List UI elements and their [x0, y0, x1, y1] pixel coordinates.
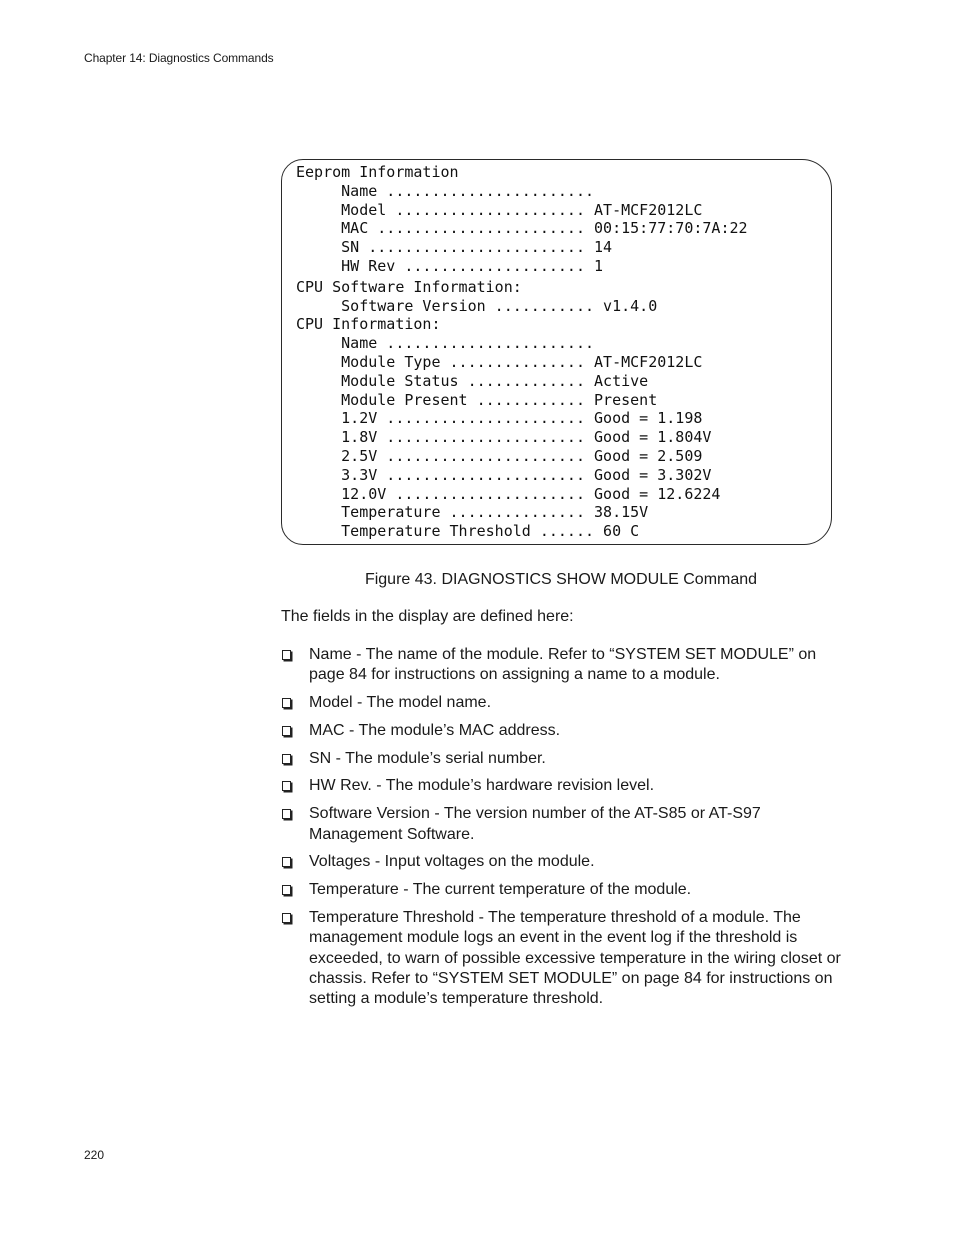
code-line: MAC ....................... 00:15:77:70:7A:22 — [296, 219, 748, 238]
list-item — [281, 645, 841, 686]
page-number: 220 — [84, 1148, 105, 1162]
code-line: Module Present ............ Present — [296, 390, 658, 409]
list-item-text: Temperature Threshold - The temperature threshold of a module. The management module logs an event in the event log if the threshold is exceeded, to warn of possible excessive temperature in the wiring closet or chassis. Refer to “SYSTEM SET MODULE” on page 84 for instructions on setting a module’s temperature threshold. — [309, 908, 841, 1008]
checkbox-bullet-icon — [282, 726, 291, 736]
code-line: 1.2V ...................... Good = 1.198 — [296, 409, 703, 428]
list-item — [281, 749, 841, 769]
code-line: Model ..................... AT-MCF2012LC — [296, 200, 703, 219]
code-line: Eeprom Information — [296, 163, 459, 181]
code-line: Module Status ............. Active — [296, 371, 649, 390]
code-block — [296, 163, 748, 541]
list-item — [281, 721, 841, 741]
intro-text: The fields in the display are defined here: — [281, 608, 574, 625]
list-item-text: MAC - The module’s MAC address. — [309, 721, 561, 739]
list-item-text: Temperature - The current temperature of the module. — [309, 881, 692, 899]
checkbox-bullet-icon — [282, 698, 291, 708]
checkbox-bullet-icon — [282, 754, 291, 764]
list-item — [281, 804, 841, 845]
code-line: Name ....................... — [296, 181, 595, 200]
figure-caption: Figure 43. DIAGNOSTICS SHOW MODULE Command — [364, 571, 758, 588]
code-line: Software Version ........... v1.4.0 — [296, 296, 658, 315]
code-line: 12.0V ..................... Good = 12.6224 — [296, 484, 721, 503]
code-line: CPU Information: — [296, 315, 441, 334]
list-item — [281, 693, 841, 713]
code-line: 1.8V ...................... Good = 1.804V — [296, 428, 712, 447]
code-line: CPU Software Information: — [296, 277, 522, 296]
checkbox-bullet-icon — [282, 650, 291, 660]
list-item-text: Name - The name of the module. Refer to “SYSTEM SET MODULE” on page 84 for instructions on assigning a name to a module. — [309, 646, 817, 684]
checkbox-bullet-icon — [282, 913, 291, 923]
checkbox-bullet-icon — [282, 857, 291, 867]
list-item — [281, 880, 841, 900]
list-item — [281, 776, 841, 796]
list-item-text: Model - The model name. — [309, 694, 492, 712]
running-head: Chapter 14: Diagnostics Commands — [84, 51, 274, 65]
field-definition-list — [281, 645, 841, 1017]
code-line: 2.5V ...................... Good = 2.509 — [296, 446, 703, 465]
checkbox-bullet-icon — [282, 781, 291, 791]
code-line: Temperature ............... 38.15V — [296, 503, 649, 522]
list-item — [281, 852, 841, 872]
checkbox-bullet-icon — [282, 885, 291, 895]
list-item — [281, 908, 841, 1009]
checkbox-bullet-icon — [282, 809, 291, 819]
code-line: 3.3V ...................... Good = 3.302V — [296, 465, 712, 484]
code-line: Module Type ............... AT-MCF2012LC — [296, 352, 703, 371]
code-line: SN ........................ 14 — [296, 238, 613, 257]
list-item-text: Software Version - The version number of the AT-S85 or AT-S97 Management Software. — [309, 805, 761, 843]
code-line: Name ....................... — [296, 334, 595, 353]
code-line: Temperature Threshold ...... 60 C — [296, 522, 640, 541]
list-item-text: HW Rev. - The module’s hardware revision level. — [309, 777, 655, 795]
code-line: HW Rev .................... 1 — [296, 256, 604, 275]
list-item-text: SN - The module’s serial number. — [309, 749, 546, 767]
list-item-text: Voltages - Input voltages on the module. — [309, 853, 595, 871]
